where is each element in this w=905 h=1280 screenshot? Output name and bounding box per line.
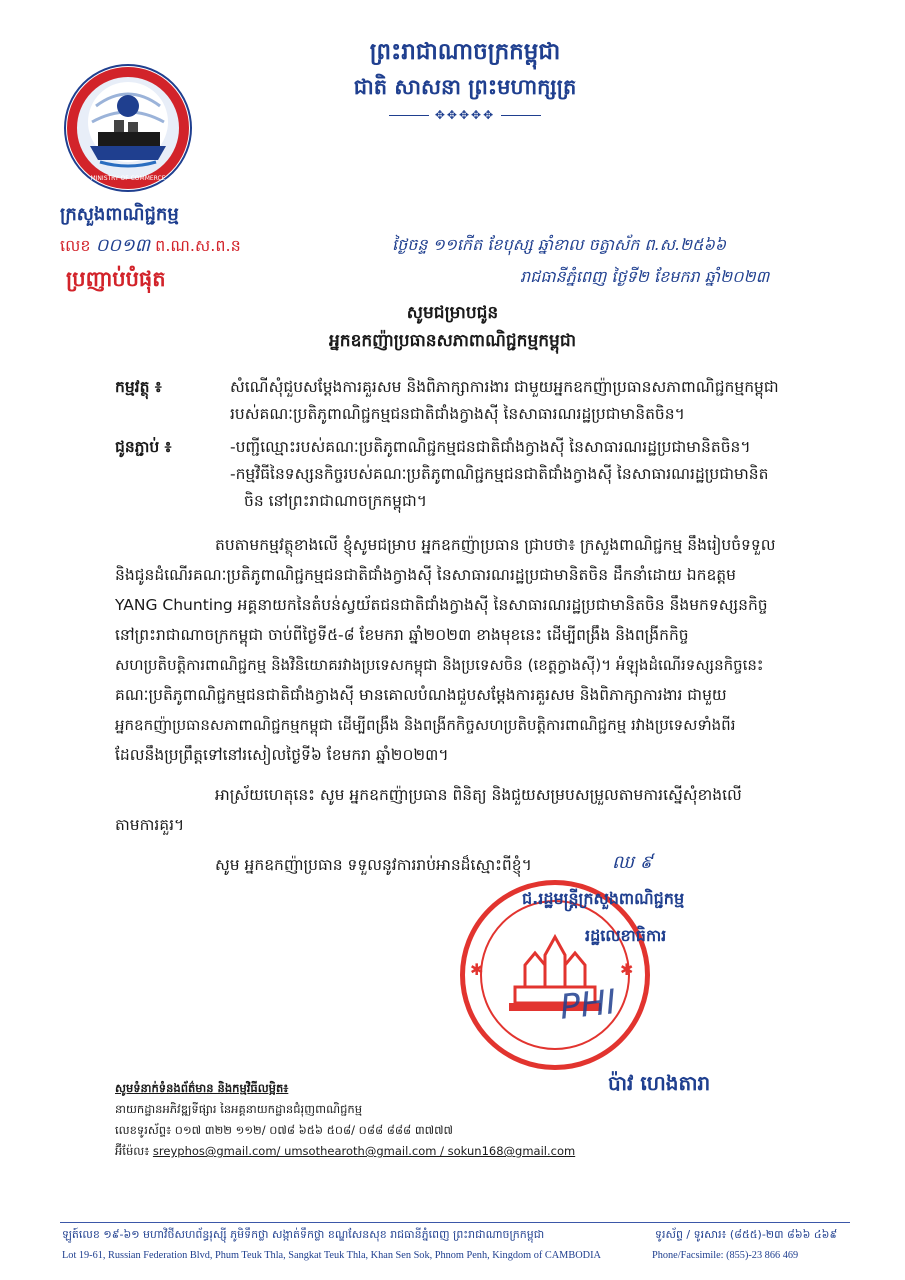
- contact-department: នាយកដ្ឋានអភិវឌ្ឍទីផ្សារ នៃអគ្គនាយកដ្ឋានជំរុញពាណិជ្ជកម្ម: [115, 1102, 363, 1116]
- body-line: ដែលនឹងប្រព្រឹត្តទៅនៅរសៀលថ្ងៃទី៦ ខែមករា ឆ្នាំ២០២៣។: [115, 746, 449, 764]
- reference-suffix: ព.ណ.ស.ព.ន: [155, 236, 241, 255]
- reference-handwritten: ០០១៣: [95, 235, 151, 256]
- closing-line: សូម អ្នកឧកញ៉ាប្រធាន ទទួលនូវការរាប់អានដ៏ស្មោះពីខ្ញុំ។: [215, 856, 532, 874]
- body-line: សហប្រតិបត្តិការពាណិជ្ជកម្ម និងវិនិយោគរវាងប្រទេសកម្ពុជា និងប្រទេសចិន (ខេត្តក្វាងស៊ី)។ អំឡុងដំណើរទស្សនកិច្ចនេះ: [115, 656, 764, 674]
- seal-star-icon: ✱: [620, 960, 634, 979]
- footer-address-english: Lot 19-61, Russian Federation Blvd, Phum Teuk Thla, Sangkat Teuk Thla, Khan Sen Sok, Phnom Penh, Kingdom of CAMBODIA: [62, 1250, 601, 1261]
- contact-emails: [115, 1144, 575, 1161]
- kingdom-heading: ព្រះរាជាណាចក្រកម្ពុជា: [369, 39, 561, 65]
- body-line: តបតាមកម្មវត្ថុខាងលើ ខ្ញុំសូមជម្រាប អ្នកឧកញ៉ាប្រធាន ជ្រាបថា៖ ក្រសួងពាណិជ្ជកម្ម នឹងរៀបចំទទួល: [215, 536, 776, 554]
- reference-label: លេខ: [60, 236, 91, 255]
- body-line: តាមការគួរ។: [115, 816, 185, 834]
- seal-star-icon: ✱: [470, 960, 484, 979]
- attachment-item-1: -បញ្ជីឈ្មោះរបស់គណៈប្រតិភូពាណិជ្ជកម្មជនជាតិជាំងក្វាងស៊ី នៃសាធារណរដ្ឋប្រជាមានិតចិន។: [230, 438, 751, 456]
- body-line: និងជូនដំណើរគណៈប្រតិភូពាណិជ្ជកម្មជនជាតិជាំងក្វាងស៊ី នៃសាធារណរដ្ឋប្រជាមានិតចិន ដឹកនាំដោយ ឯកឧត្តម: [115, 566, 736, 584]
- contact-phones: លេខទូរស័ព្ទ៖ ០១៧ ៣២២ ១១២/ ០៧៨ ៦៥៦ ៥០៨/ ០៨៨ ៨៨៨ ៣៧៧៧: [115, 1123, 453, 1137]
- signatory-name: ប៉ាវ ហេងតារា: [608, 1071, 711, 1095]
- attachment-item-2: -កម្មវិធីនៃទស្សនកិច្ចរបស់គណៈប្រតិភូពាណិជ្ជកម្មជនជាតិជាំងក្វាងស៊ី នៃសាធារណរដ្ឋប្រជាមានិត: [230, 465, 769, 483]
- ministry-logo: [62, 62, 194, 194]
- logo-text: MINISTRY OF COMMERCE: [90, 175, 166, 182]
- footer-rule: [60, 1222, 850, 1223]
- body-line: អ្នកឧកញ៉ាប្រធានសភាពាណិជ្ជកម្មកម្ពុជា ដើម្បីពង្រឹង និងពង្រីកកិច្ចសហប្រតិបត្តិការពាណិជ្ជកម្ម រវាងប្រទេសទាំងពីរ: [115, 716, 736, 734]
- handwritten-signature: PHI: [558, 982, 619, 1028]
- addressee-title: អ្នកឧកញ៉ាប្រធានសភាពាណិជ្ជកម្មកម្ពុជា: [328, 331, 577, 351]
- subject-line-2: របស់គណៈប្រតិភូពាណិជ្ជកម្មជនជាតិជាំងក្វាងស៊ី នៃសាធារណរដ្ឋប្រជាមានិតចិន។: [230, 405, 685, 423]
- handwritten-note: ឈ ៩: [612, 852, 653, 873]
- email-label: អ៊ីម៉ែល៖: [115, 1144, 150, 1158]
- addressee-greeting: សូមជម្រាបជូន: [406, 303, 499, 323]
- motto-ornament: ✥✥✥✥✥: [380, 108, 550, 122]
- urgent-label: ប្រញាប់បំផុត: [66, 267, 166, 291]
- attachments-label: ជូនភ្ជាប់ ៖: [115, 438, 172, 456]
- email-links[interactable]: sreyphos@gmail.com/ umsothearoth@gmail.com / sokun168@gmail.com: [152, 1144, 576, 1158]
- national-motto: ជាតិ សាសនា ព្រះមហាក្សត្រ: [353, 75, 577, 99]
- body-line: នៅព្រះរាជាណាចក្រកម្ពុជា ចាប់ពីថ្ងៃទី៥-៨ ខែមករា ឆ្នាំ២០២៣ ខាងមុខនេះ ដើម្បីពង្រឹង និងពង្រីកកិច្ច: [115, 626, 689, 644]
- reference-number: [60, 233, 241, 260]
- body-line: គណៈប្រតិភូពាណិជ្ជកម្មជនជាតិជាំងក្វាងស៊ី មានគោលបំណងជួបសម្តែងការគួរសម និងពិភាក្សាការងារ ជាមួយ: [115, 686, 727, 704]
- footer-phone-english: Phone/Facsimile: (855)-23 866 469: [652, 1250, 799, 1261]
- ministry-name: ក្រសួងពាណិជ្ជកម្ម: [60, 204, 179, 225]
- subject-line-1: សំណើសុំជួបសម្តែងការគួរសម និងពិភាក្សាការងារ ជាមួយអ្នកឧកញ៉ាប្រធានសភាពាណិជ្ជកម្មកម្ពុជា: [230, 378, 779, 396]
- solar-date: រាជធានីភ្នំពេញ ថ្ងៃទី២ ខែមករា ឆ្នាំ២០២៣: [520, 267, 770, 286]
- signatory-title: ជ.រដ្ឋមន្ត្រីក្រសួងពាណិជ្ជកម្ម: [522, 889, 685, 908]
- signatory-position: រដ្ឋលេខាធិការ: [585, 926, 667, 945]
- body-line: YANG Chunting អគ្គនាយកនៃតំបន់ស្វយ័តជនជាតិជាំងក្វាងស៊ី នៃសាធារណរដ្ឋប្រជាមានិតចិន នឹងមកទស្សនកិច្ច: [115, 596, 768, 614]
- subject-label: កម្មវត្ថុ ៖: [115, 378, 162, 396]
- body-line: អាស្រ័យហេតុនេះ សូម អ្នកឧកញ៉ាប្រធាន ពិនិត្យ និងជួយសម្របសម្រួលតាមការស្នើសុំខាងលើ: [215, 786, 742, 804]
- contact-heading: សូមទំនាក់ទំនងព័ត៌មាន និងកម្មវិធីលម្អិត៖: [115, 1081, 289, 1095]
- lunar-date: ថ្ងៃចន្ទ ១១កើត ខែបុស្ស ឆ្នាំខាល ចត្វាស័ក ព.ស.២៥៦៦: [392, 235, 727, 254]
- footer-address-khmer: ឡូត៍លេខ ១៩-៦១ មហាវិថីសហព័ន្ធរុស្ស៊ី ភូមិទឹកថ្លា សង្កាត់ទឹកថ្លា ខណ្ឌសែនសុខ រាជធានីភ្នំពេញ ព្រះរាជាណាចក្រកម្ពុជា: [62, 1228, 545, 1241]
- footer-phone-khmer: ទូរស័ព្ទ / ទូរសារ៖ (៨៥៥)-២៣ ៨៦៦ ៤៦៩: [655, 1228, 838, 1241]
- attachment-item-2-cont: ចិន នៅព្រះរាជាណាចក្រកម្ពុជា។: [244, 492, 427, 510]
